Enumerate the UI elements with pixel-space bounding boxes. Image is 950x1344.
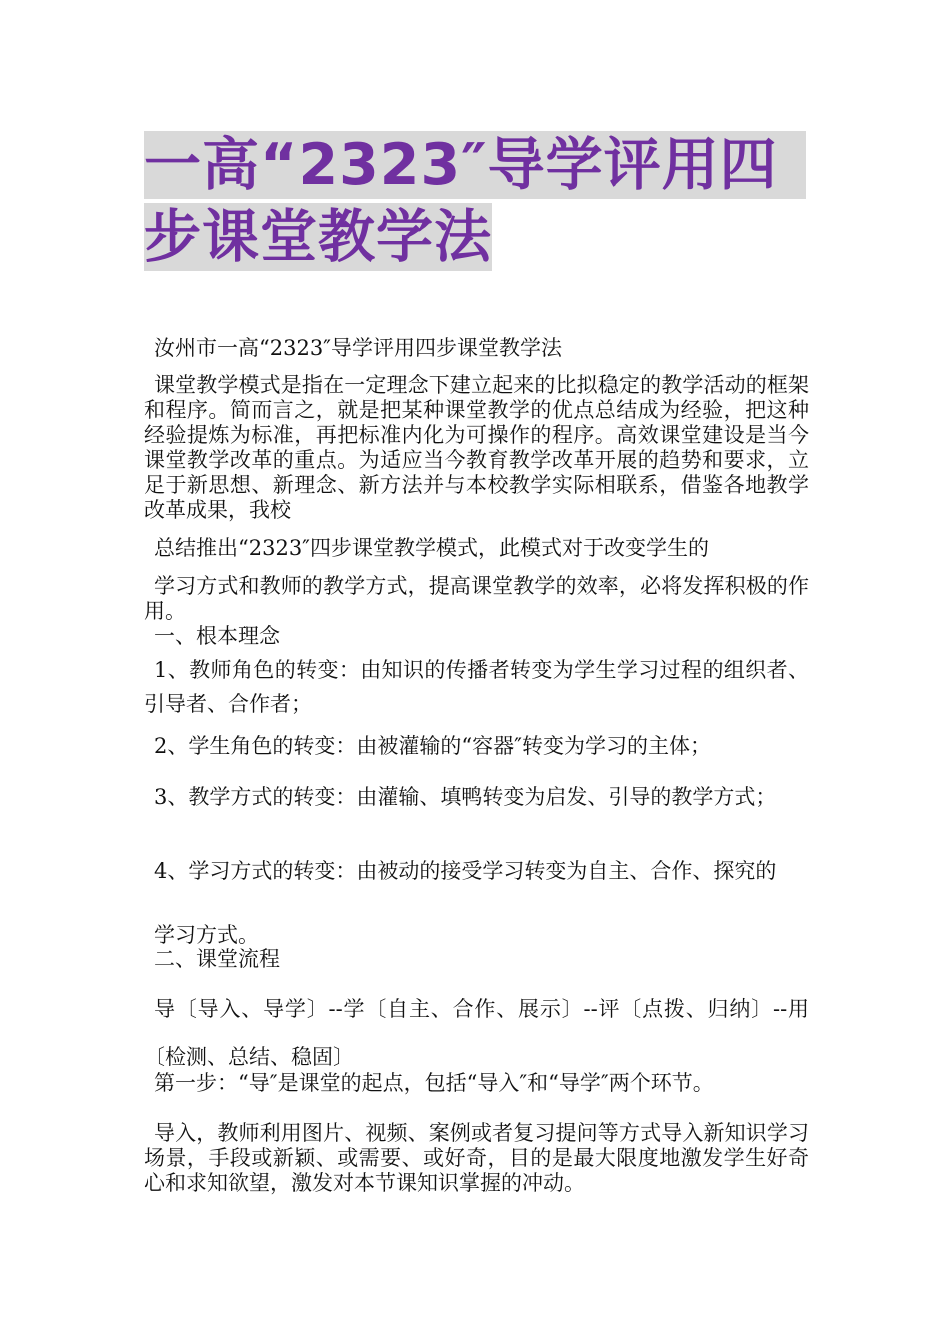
- concept-item-2: 2、学生角色的转变：由被灌输的“容器″转变为学习的主体；: [154, 734, 711, 758]
- intro-paragraph-part-3: 学习方式和教师的教学方式，提高课堂教学的效率，必将发挥积极的作用。: [144, 574, 809, 623]
- concept-item-4-continued: 学习方式。: [154, 923, 259, 947]
- document-subtitle: 汝州市一高“2323″导学评用四步课堂教学法: [154, 336, 563, 360]
- concept-item-4: 4、学习方式的转变：由被动的接受学习转变为自主、合作、探究的: [154, 859, 777, 883]
- concept-item-1: 1、教师角色的转变：由知识的传播者转变为学生学习过程的组织者、引导者、合作者；: [144, 658, 809, 716]
- step-1-paragraph: 第一步：“导″是课堂的起点，包括“导入″和“导学″两个环节。: [154, 1071, 714, 1095]
- class-flow-description: 导〔导入、导学〕--学〔自主、合作、展示〕--评〔点拨、归纳〕--用〔检测、总结、稳固〕: [144, 997, 809, 1069]
- document-title-line-2: 步课堂教学法: [144, 204, 492, 270]
- intro-paragraph-part-1: 课堂教学模式是指在一定理念下建立起来的比拟稳定的教学活动的框架和程序。简而言之，就是把某种课堂教学的优点总结成为经验，把这种经验提炼为标准，再把标准内化为可操作的程序。高效课堂建设是当今课堂教学改革的重点。为适应当今教育教学改革开展的趋势和要求，立足于新思想、新理念、新方法并与本校教学实际相联系，借鉴各地教学改革成果，我校: [144, 373, 809, 522]
- concept-item-3: 3、教学方式的转变：由灌输、填鸭转变为启发、引导的教学方式；: [154, 785, 777, 809]
- document-title-line-1: 一高“2323″导学评用四: [144, 131, 806, 199]
- step-1-detail-paragraph: 导入，教师利用图片、视频、案例或者复习提问等方式导入新知识学习场景，手段或新颖、或需要、或好奇，目的是最大限度地激发学生好奇心和求知欲望，激发对本节课知识掌握的冲动。: [144, 1121, 809, 1195]
- intro-paragraph-part-2: 总结推出“2323″四步课堂教学模式，此模式对于改变学生的: [154, 536, 710, 560]
- section-heading-basic-concepts: 一、根本理念: [154, 624, 280, 648]
- section-heading-class-flow: 二、课堂流程: [154, 947, 280, 971]
